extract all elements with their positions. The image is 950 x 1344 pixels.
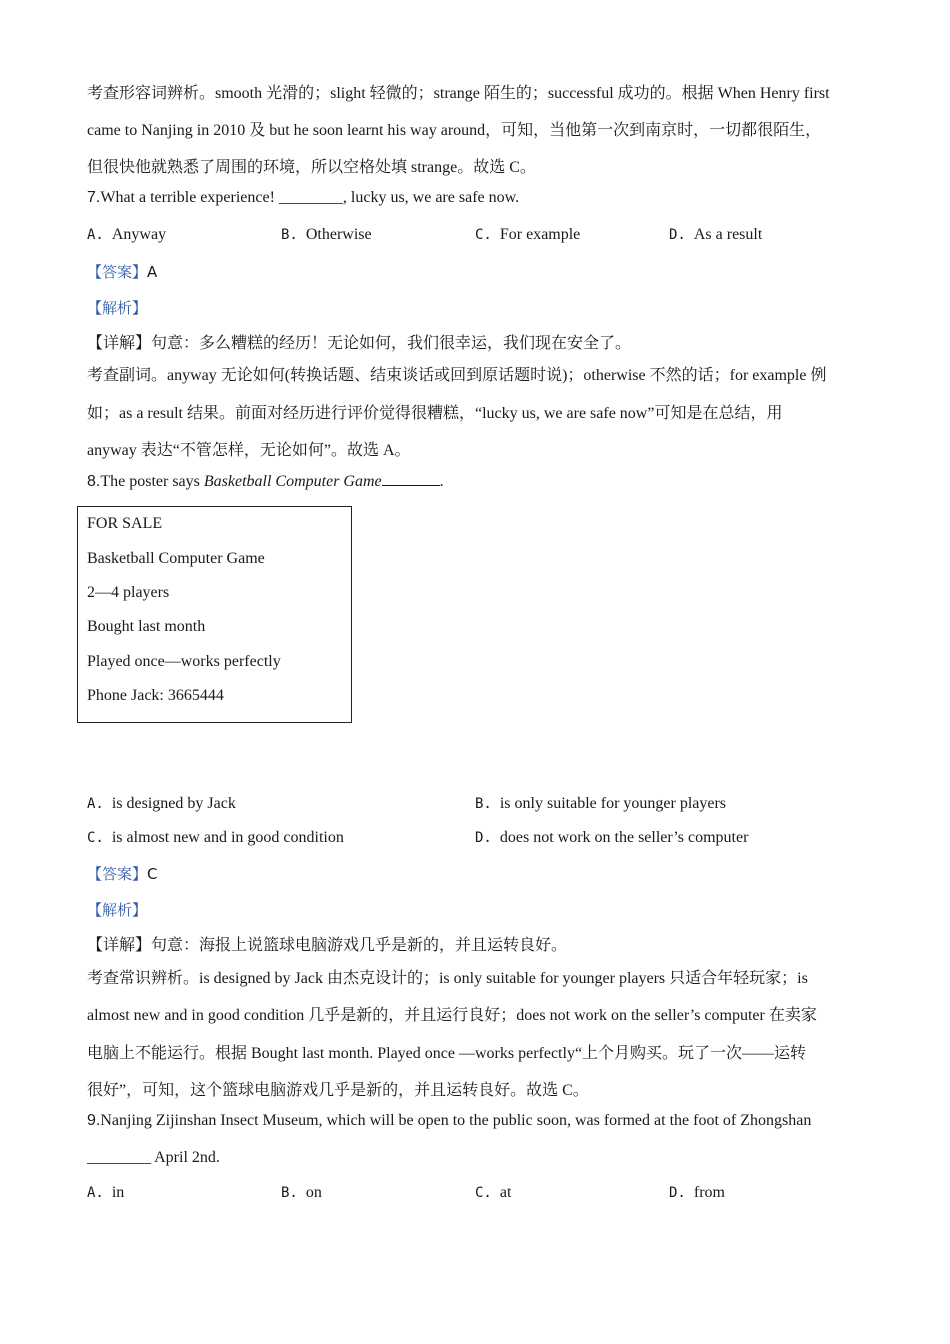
q8-stem-suffix: . <box>439 473 444 490</box>
q9-stem-line-1 <box>87 1112 811 1130</box>
poster-line-6: Phone Jack: 3665444 <box>87 687 224 704</box>
q7-options <box>87 226 863 248</box>
q8-options-row-1 <box>87 795 863 817</box>
poster-line-2: Basketball Computer Game <box>87 550 265 567</box>
q9-option-b[interactable]: B. on <box>281 1184 322 1201</box>
q8-answer-label: 【答案】 <box>87 865 148 883</box>
q7-answer-label: 【答案】 <box>87 263 148 281</box>
q9-stem-line-2: ________ April 2nd. <box>87 1149 220 1166</box>
q7-detail: 【详解】句意：多么糟糕的经历！无论如何，我们很幸运，我们现在安全了。 <box>87 335 632 352</box>
q9-options <box>87 1184 863 1206</box>
q8-blank <box>382 471 440 486</box>
q8-number: 8. <box>87 473 101 490</box>
q7-option-b[interactable]: B. Otherwise <box>281 226 372 243</box>
q7-option-c[interactable]: C. For example <box>475 226 581 243</box>
q8-stem-italic: Basketball Computer Game <box>203 473 382 490</box>
q9-number: 9. <box>87 1112 101 1129</box>
q9-option-c[interactable]: C. at <box>475 1184 512 1201</box>
q8-option-a[interactable]: A. is designed by Jack <box>87 795 236 812</box>
q7-option-a[interactable]: A. Anyway <box>87 226 167 243</box>
q7-number: 7. <box>87 189 101 206</box>
poster-line-5: Played once—works perfectly <box>87 653 281 670</box>
q9-stem-text: Nanjing Zijinshan Insect Museum, which will be open to the public soon, was formed at the foot of Zhongshan <box>100 1112 812 1129</box>
q8-option-c[interactable]: C. is almost new and in good condition <box>87 829 344 846</box>
q9-option-d[interactable]: D. from <box>669 1184 725 1201</box>
q8-options-row-2 <box>87 829 863 851</box>
q8-option-b[interactable]: B. is only suitable for younger players <box>475 795 727 812</box>
q8-analysis-line-4: 很好”，可知，这个篮球电脑游戏几乎是新的，并且运转良好。故选 C。 <box>87 1082 589 1099</box>
for-sale-poster <box>77 506 352 723</box>
q7-analysis-line-2: 如；as a result 结果。前面对经历进行评价觉得很糟糕，“lucky us, we are safe now”可知是在总结，用 <box>87 405 783 422</box>
q6-analysis-line-2: came to Nanjing in 2010 及 but he soon learnt his way around，可知，当他第一次到南京时，一切都很陌生， <box>87 122 822 139</box>
q8-answer <box>87 863 158 884</box>
poster-line-3: 2—4 players <box>87 584 170 601</box>
q7-option-d[interactable]: D. As a result <box>669 226 763 243</box>
q8-answer-value: C <box>147 865 158 883</box>
q6-analysis-line-3: 但很快他就熟悉了周围的环境，所以空格处填 strange。故选 C。 <box>87 159 536 176</box>
poster-line-1: FOR SALE <box>87 515 163 532</box>
q6-analysis-line-1: 考查形容词辨析。smooth 光滑的；slight 轻微的；strange 陌生的；successful 成功的。根据 When Henry first <box>87 85 830 102</box>
q8-detail: 【详解】句意：海报上说篮球电脑游戏几乎是新的，并且运转良好。 <box>87 937 568 954</box>
q8-option-d[interactable]: D. does not work on the seller’s computer <box>475 829 749 846</box>
q8-analysis-line-2: almost new and in good condition 几乎是新的，并且运行良好；does not work on the seller’s computer 在卖家 <box>87 1007 817 1024</box>
q7-analysis-label: 【解析】 <box>87 299 148 317</box>
q8-stem-prefix: The poster says <box>100 473 204 490</box>
q7-stem <box>87 189 519 207</box>
q9-option-a[interactable]: A. in <box>87 1184 125 1201</box>
q7-analysis-line-1: 考查副词。anyway 无论如何(转换话题、结束谈话或回到原话题时说)；otherwise 不然的话；for example 例 <box>87 367 827 384</box>
q8-analysis-line-3: 电脑上不能运行。根据 Bought last month. Played once —works perfectly“上个月购买。玩了一次——运转 <box>87 1045 807 1062</box>
q8-stem <box>87 471 444 491</box>
q8-analysis-line-1: 考查常识辨析。is designed by Jack 由杰克设计的；is only suitable for younger players 只适合年轻玩家；is <box>87 970 808 987</box>
q8-analysis-label: 【解析】 <box>87 901 148 919</box>
poster-line-4: Bought last month <box>87 618 206 635</box>
q7-answer <box>87 261 157 282</box>
q7-analysis-line-3: anyway 表达“不管怎样，无论如何”。故选 A。 <box>87 442 411 459</box>
q7-answer-value: A <box>147 263 158 281</box>
q7-stem-text: What a terrible experience! ________, lucky us, we are safe now. <box>100 189 520 206</box>
